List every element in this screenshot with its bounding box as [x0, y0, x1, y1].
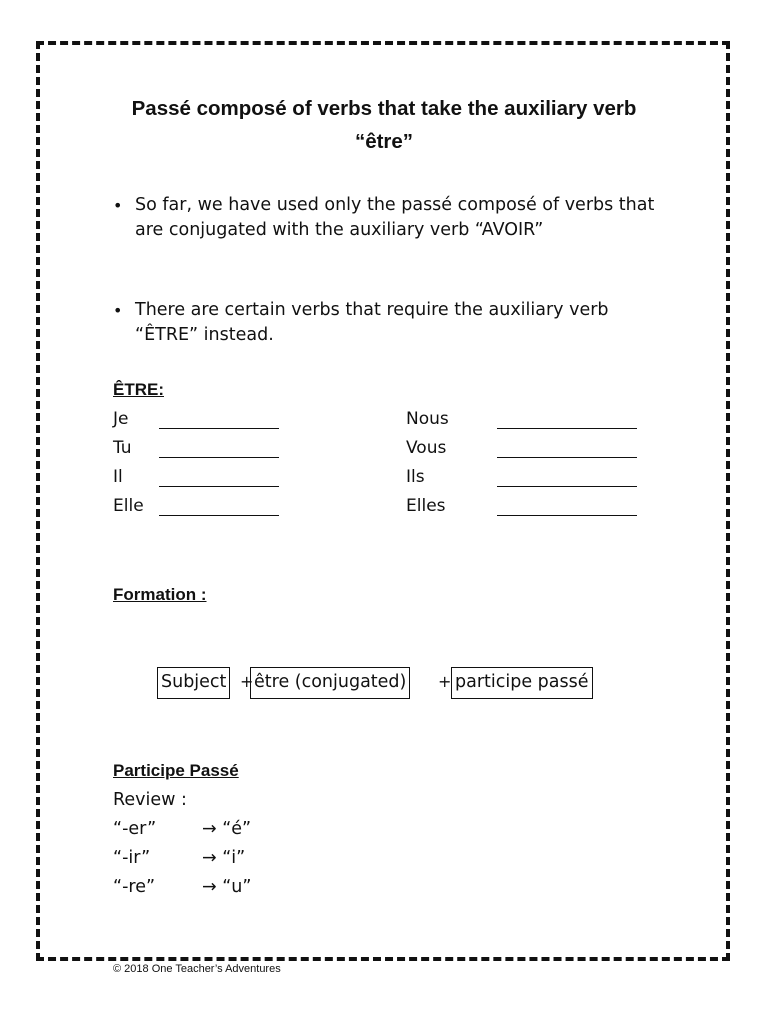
rule-result-re: → “u” [202, 877, 252, 897]
formation-participe-box: participe passé [451, 667, 593, 699]
formation-heading: Formation : [113, 585, 207, 604]
pronoun-il: Il [113, 467, 123, 487]
blank-je [159, 428, 279, 429]
formation-subject-box: Subject [157, 667, 230, 699]
rule-ending-re: “-re” [113, 877, 156, 897]
rule-ending-er: “-er” [113, 819, 157, 839]
rule-result-ir: → “i” [202, 848, 246, 868]
pronoun-elles: Elles [406, 496, 446, 516]
pronoun-nous: Nous [406, 409, 449, 429]
blank-tu [159, 457, 279, 458]
blank-nous [497, 428, 637, 429]
review-label: Review : [113, 790, 187, 810]
bullet-avoir-note: • So far, we have used only the passé composé of verbs that are conjugated with the auxiliary verb “AVOIR” [135, 193, 675, 243]
blank-ils [497, 486, 637, 487]
blank-elle [159, 515, 279, 516]
blank-il [159, 486, 279, 487]
etre-heading: ÊTRE: [113, 380, 164, 399]
pronoun-ils: Ils [406, 467, 425, 487]
participe-heading: Participe Passé [113, 761, 239, 780]
rule-ending-ir: “-ir” [113, 848, 151, 868]
formation-plus-1: + [240, 672, 254, 691]
pronoun-vous: Vous [406, 438, 447, 458]
formation-plus-2: + [438, 672, 452, 691]
page-title: Passé composé of verbs that take the auxiliary verb “être” [131, 97, 637, 153]
pronoun-je: Je [113, 409, 129, 429]
bullet-etre-note: • There are certain verbs that require the auxiliary verb “ÊTRE” instead. [135, 298, 675, 348]
copyright-footer: © 2018 One Teacher’s Adventures [113, 963, 281, 975]
pronoun-tu: Tu [113, 438, 132, 458]
rule-result-er: → “é” [202, 819, 252, 839]
blank-elles [497, 515, 637, 516]
formation-etre-box: être (conjugated) [250, 667, 410, 699]
pronoun-elle: Elle [113, 496, 144, 516]
blank-vous [497, 457, 637, 458]
